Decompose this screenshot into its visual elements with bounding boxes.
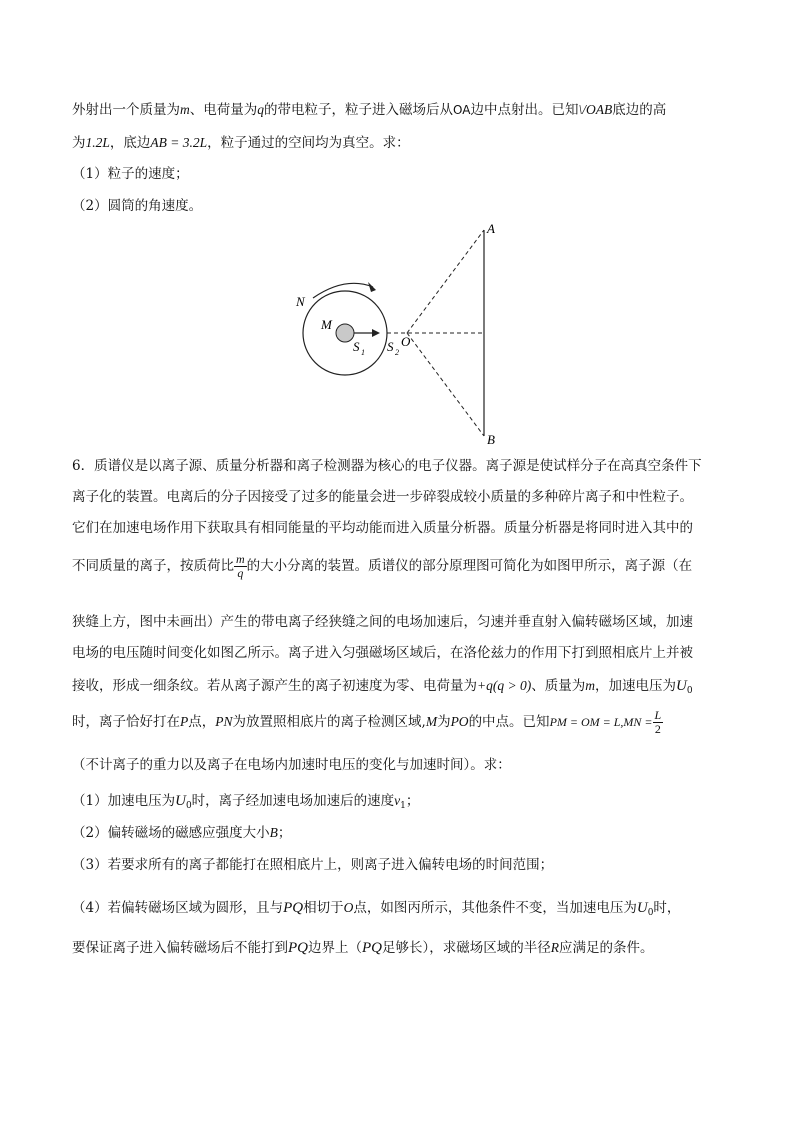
cylinder-triangle-figure	[280, 215, 520, 455]
label-m: M	[321, 317, 332, 332]
frac-denominator: q	[237, 566, 244, 580]
label-s1: S	[353, 339, 360, 354]
prev-question-1: （1）粒子的速度；	[72, 166, 189, 182]
charge-expression: +q(q > 0)	[477, 678, 532, 693]
prev-problem-line-2	[72, 133, 410, 153]
text: ，粒子通过的空间均为真空。求：	[207, 135, 410, 151]
problem6-line-1: 6．质谱仪是以离子源、质量分析器和离子检测器为核心的电子仪器。离子源是使试样分子在高真空条件下	[72, 458, 702, 474]
text: 边界上（	[308, 940, 362, 956]
text: ，底边	[109, 135, 151, 151]
problem6-line-4	[72, 551, 692, 581]
text: 为放置照相底片的离子检测区域,	[232, 714, 426, 730]
var-q: q	[257, 102, 264, 117]
label-b: B	[487, 432, 495, 447]
var-v: v	[394, 793, 401, 808]
text: ；	[277, 825, 292, 841]
text: 、质量为	[531, 678, 586, 694]
segment-oa: OA	[453, 103, 471, 117]
var-u: U	[636, 900, 648, 916]
edge-ob-dashed	[407, 333, 484, 436]
problem6-question-2	[72, 823, 291, 843]
text: 外射出一个质量为	[72, 102, 180, 118]
rotation-arrow-head	[368, 282, 376, 292]
label-s2-sub: 2	[395, 348, 399, 357]
triangle-oab: \/OAB	[578, 102, 613, 117]
var-pq: PQ	[362, 940, 382, 956]
text: 的中点。已知	[468, 714, 550, 730]
var-pq: PQ	[288, 940, 308, 956]
var-u: U	[175, 793, 186, 809]
problem6-line-7	[72, 676, 693, 701]
label-a: A	[487, 221, 495, 236]
text: ，加速电压为	[594, 678, 676, 694]
text: 底边的高	[612, 102, 667, 118]
var-m: m	[180, 102, 190, 117]
label-n: N	[296, 294, 305, 309]
problem6-line-9: （不计离子的重力以及离子在电场内加速时电压的变化与加速时间）。求：	[72, 757, 511, 773]
var-v-sub: 1	[400, 801, 406, 811]
prev-problem-line-1	[72, 100, 666, 120]
text: 的带电粒子，粒子进入磁场后从	[264, 102, 453, 118]
label-s2: S	[387, 339, 394, 354]
text: 、电荷量为	[189, 102, 258, 118]
var-m-point: M	[425, 714, 438, 729]
var-pq: PQ	[283, 900, 304, 916]
ion-source-circle	[336, 324, 354, 342]
frac-numerator: L	[654, 708, 662, 722]
height-value: 1.2L	[85, 135, 110, 150]
var-u-sub: 0	[686, 686, 693, 696]
text: （2）偏转磁场的磁感应强度大小	[72, 825, 270, 841]
text: 时，离子经加速电场加速后的速度	[191, 793, 395, 809]
length-equation: PM = OM = L,MN =	[549, 715, 653, 729]
frac-numerator: m	[236, 552, 245, 566]
half-l-fraction	[653, 709, 664, 736]
var-u: U	[675, 678, 687, 694]
text: 为	[437, 714, 451, 730]
text: 足够长），求磁场区域的半径	[382, 940, 551, 956]
problem6-question-4	[72, 898, 680, 923]
mass-charge-ratio	[234, 553, 247, 580]
label-s1-sub: 1	[361, 348, 365, 357]
var-po: PO	[450, 714, 469, 729]
problem6-question-3: （3）若要求所有的离子都能打在照相底片上，则离子进入偏转电场的时间范围；	[72, 857, 554, 873]
problem6-question-1	[72, 791, 419, 816]
text: 边中点射出。已知	[470, 102, 579, 118]
problem6-line-8	[72, 707, 663, 737]
text: 应满足的条件。	[559, 940, 654, 956]
text: 时，	[653, 900, 681, 916]
edge-oa-dashed	[407, 230, 484, 333]
prev-question-2: （2）圆筒的角速度。	[72, 198, 203, 214]
velocity-arrow-head	[372, 329, 380, 337]
problem6-line-2: 离子化的装置。电离后的分子因接受了过多的能量会进一步碎裂成较小质量的多种碎片离子和中性粒子。	[72, 489, 693, 505]
problem6-line-3: 它们在加速电场作用下获取具有相同能量的平均动能而进入质量分析器。质量分析器是将同时进入其中的	[72, 520, 693, 536]
text: ；	[405, 793, 420, 809]
var-u-sub: 0	[185, 801, 192, 811]
text: 时，离子恰好打在	[72, 714, 180, 730]
text: 接收，形成一细条纹。若从离子源产生的离子初速度为零、电荷量为	[72, 678, 477, 694]
problem6-line-5: 狭缝上方，图中未画出）产生的带电离子经狭缝之间的电场加速后，匀速并垂直射入偏转磁场区域，加速	[72, 614, 693, 630]
var-m: m	[585, 678, 595, 693]
var-p: P	[180, 714, 189, 729]
text: （4）若偏转磁场区域为圆形，且与	[72, 900, 284, 916]
text: 的大小分离的装置。质谱仪的部分原理图可简化为如图甲所示，离子源（在	[246, 558, 693, 574]
var-u-sub: 0	[647, 908, 654, 918]
var-pn: PN	[215, 714, 233, 729]
text: 要保证离子进入偏转磁场后不能打到	[72, 940, 288, 956]
frac-denominator: 2	[654, 722, 661, 736]
text: 不同质量的离子，按质荷比	[72, 558, 234, 574]
text: 为	[72, 135, 86, 151]
text: （1）加速电压为	[72, 793, 176, 809]
var-o: O	[343, 900, 354, 915]
label-o: O	[401, 334, 411, 349]
text: 相切于	[303, 900, 344, 916]
problem6-question-4-cont	[72, 938, 654, 958]
var-r: R	[550, 940, 559, 955]
problem6-line-6: 电场的电压随时间变化如图乙所示。离子进入匀强磁场区域后，在洛伦兹力的作用下打到照相底片上并被	[72, 645, 693, 661]
base-value: AB = 3.2L	[150, 135, 208, 150]
var-b: B	[269, 825, 278, 840]
text: 点，如图丙所示，其他条件不变，当加速电压为	[353, 900, 637, 916]
text: 点，	[188, 714, 216, 730]
